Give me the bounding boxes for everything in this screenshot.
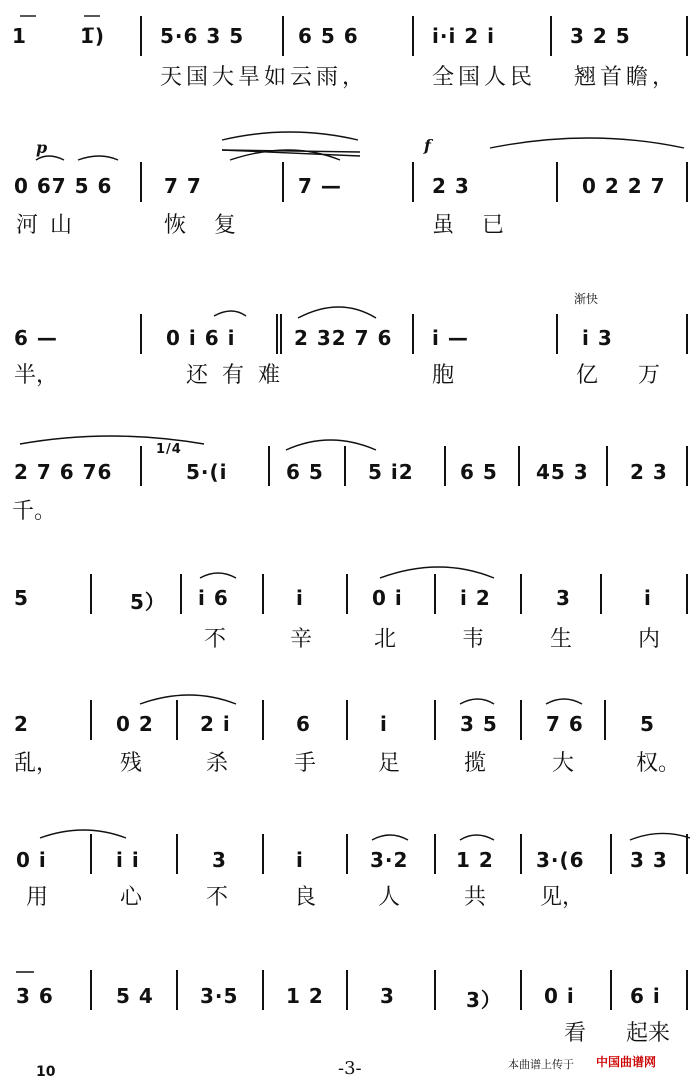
slur [460, 699, 494, 704]
lyric: 生 [550, 627, 573, 652]
note-group: 5·6 3 5 [160, 24, 245, 48]
note-group: 5 i2 [368, 460, 414, 484]
note-group: i [380, 712, 388, 736]
lyric: 不 [206, 885, 229, 910]
note-group: i [296, 848, 304, 872]
note-group: i [644, 586, 652, 610]
note-group: 2 [14, 712, 29, 736]
note-group: 3 6 [16, 984, 54, 1008]
note-group: i i [116, 848, 140, 872]
lyric: 用 [26, 885, 49, 910]
note-group: 6 i [630, 984, 661, 1008]
note-group: 1 2 [286, 984, 324, 1008]
note-group: 0 i 6 i [166, 326, 236, 350]
lyric: 人 [378, 885, 401, 910]
note-group: 2 3 [630, 460, 668, 484]
slur [140, 695, 236, 704]
note-group: 2 32 7 6 [294, 326, 393, 350]
slur [222, 132, 358, 140]
slur [78, 156, 118, 160]
note-group: 3 [380, 984, 395, 1008]
slur [460, 835, 494, 840]
slur [200, 573, 236, 578]
lyric: 还有难 [186, 363, 295, 388]
note-group: 45 3 [536, 460, 589, 484]
note-group: 3 [212, 848, 227, 872]
note-group: i [296, 586, 304, 610]
note-group: 2 i [200, 712, 231, 736]
note-group: 0 i [372, 586, 403, 610]
note-group: i·i 2 i [432, 24, 496, 48]
note-group: 0 2 2 7 [582, 174, 666, 198]
lyric: 大 [552, 751, 575, 776]
note-group: 1̅) [80, 24, 106, 48]
note-group: 0 i [544, 984, 575, 1008]
lyric: 全国人民 [432, 65, 537, 90]
note-group: i 2 [460, 586, 491, 610]
note-group: 3 [556, 586, 571, 610]
note-group: 3·(6 [536, 848, 585, 872]
lyric: 揽 [464, 751, 487, 776]
lyric: 胞 [432, 363, 455, 388]
note-group: 3 5 [460, 712, 498, 736]
lyric: 内 [638, 627, 661, 652]
slur [298, 307, 376, 318]
note-group: 5 [14, 586, 29, 610]
note-group: 5·(i [186, 460, 228, 484]
lyric: 翘首瞻， [574, 65, 679, 90]
slur [372, 835, 408, 840]
note-group: 0 67 5 6 [14, 174, 113, 198]
slur [490, 138, 684, 148]
note-group: i — [432, 326, 469, 350]
note-group: 7 7 [164, 174, 202, 198]
lyric: 看 [564, 1021, 587, 1046]
site-logo: 中国曲谱网 [596, 1055, 657, 1069]
note-group: 0 i [16, 848, 47, 872]
note-group: 5 [640, 712, 655, 736]
note-group: 5） [130, 590, 166, 614]
lyric: 天国大旱如云雨， [160, 65, 369, 90]
note-group: 5 4 [116, 984, 154, 1008]
slur [546, 699, 582, 704]
slur [630, 833, 690, 840]
note-group: 6 — [14, 326, 58, 350]
page-number: -3- [338, 1058, 362, 1079]
lyric: 亿 [576, 363, 599, 388]
dynamic-mark: f [424, 136, 431, 155]
lyric: 恢复 [164, 213, 265, 238]
lyric: 虽已 [432, 213, 533, 238]
upload-note: 本曲谱上传于 [508, 1058, 574, 1071]
note-group: 3） [466, 988, 502, 1012]
note-group: 3·2 [370, 848, 409, 872]
lyric: 千。 [12, 499, 57, 524]
lyric: 心 [120, 885, 143, 910]
note-group: 3 2 5 [570, 24, 631, 48]
note-group: 6 5 [286, 460, 324, 484]
lyric: 足 [378, 751, 401, 776]
note-group: 7 6 [546, 712, 584, 736]
tempo-mark: 渐快 [574, 292, 599, 306]
lyric: 半， [14, 363, 59, 388]
slur [380, 567, 494, 578]
slur [20, 436, 204, 444]
lyric: 残 [120, 751, 143, 776]
lyric: 河山 [16, 213, 85, 238]
lyric: 共 [464, 885, 487, 910]
note-group: 2 7 6 76 [14, 460, 113, 484]
lyric: 不 [204, 627, 227, 652]
note-group: 3 3 [630, 848, 668, 872]
note-group: 2 3 [432, 174, 470, 198]
lyric: 乱， [14, 751, 59, 776]
lyric: 韦 [462, 627, 485, 652]
note-group: 0 2 [116, 712, 154, 736]
lyric: 良 [294, 885, 317, 910]
note-group: i 6 [198, 586, 229, 610]
lyric: 起来 [626, 1021, 671, 1046]
note-group: 6 5 6 [298, 24, 359, 48]
note-group: 6 [296, 712, 311, 736]
note-group: 6 5 [460, 460, 498, 484]
dynamic-mark: p [36, 138, 48, 157]
time-signature: 1/4 [156, 442, 182, 457]
lyric: 见， [540, 885, 585, 910]
note-group: 1 [12, 24, 27, 48]
note-group: 3·5 [200, 984, 239, 1008]
slur [214, 311, 246, 316]
lyric: 手 [294, 751, 317, 776]
slur [40, 830, 126, 838]
lyric: 辛 [290, 627, 313, 652]
lyric: 万 [638, 363, 661, 388]
note-group: 7 — [298, 174, 342, 198]
lyric: 北 [374, 627, 397, 652]
note-group: i 3 [582, 326, 613, 350]
page-number-left: 10 [36, 1064, 56, 1080]
slur [36, 156, 64, 160]
slur [286, 440, 376, 450]
note-group: 1 2 [456, 848, 494, 872]
lyric: 杀 [206, 751, 229, 776]
lyric: 权。 [636, 751, 681, 776]
